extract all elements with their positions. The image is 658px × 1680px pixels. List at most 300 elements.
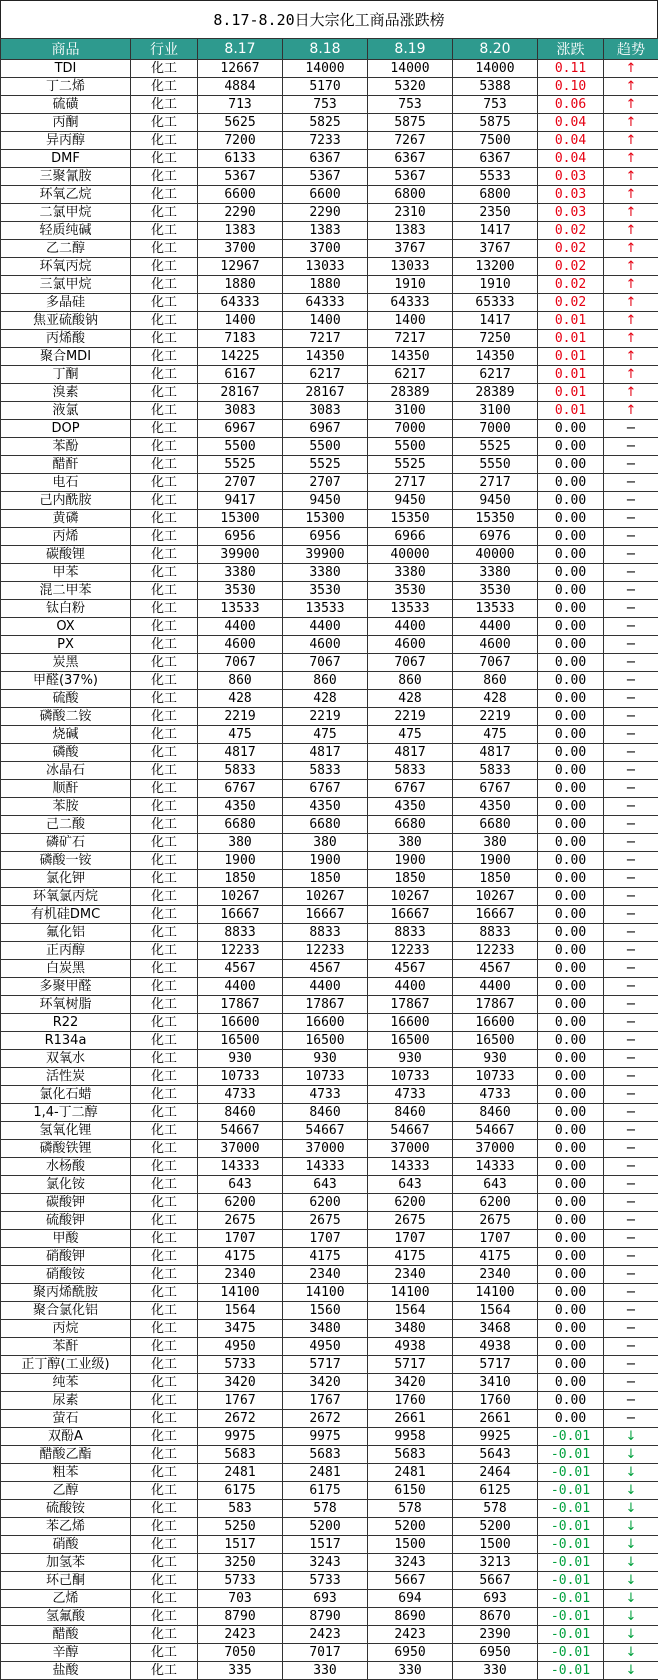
dash-icon: − <box>626 654 637 671</box>
dash-icon: − <box>626 1014 637 1031</box>
trend-cell <box>604 1572 658 1590</box>
price-cell-day3: 7000 <box>368 420 453 438</box>
industry-cell: 化工 <box>131 510 198 528</box>
price-cell-day4: 3100 <box>453 402 538 420</box>
arrow-up-icon: ↑ <box>626 204 637 221</box>
commodity-name-cell: 磷酸铁锂 <box>1 1140 131 1158</box>
table-row <box>1 420 658 438</box>
price-cell-day2: 753 <box>283 96 368 114</box>
table-row <box>1 636 658 654</box>
arrow-up-icon: ↑ <box>626 78 637 95</box>
price-cell-day4: 5200 <box>453 1518 538 1536</box>
change-cell: 0.00 <box>538 798 604 816</box>
price-cell-day1: 16600 <box>198 1014 283 1032</box>
industry-cell: 化工 <box>131 78 198 96</box>
price-cell-day1: 15300 <box>198 510 283 528</box>
price-cell-day4: 1500 <box>453 1536 538 1554</box>
dash-icon: − <box>626 978 637 995</box>
change-cell: 0.00 <box>538 1140 604 1158</box>
commodity-name-cell: 烧碱 <box>1 726 131 744</box>
trend-cell <box>604 1230 658 1248</box>
price-cell-day3: 5717 <box>368 1356 453 1374</box>
commodity-name-cell: 磷矿石 <box>1 834 131 852</box>
trend-cell <box>604 1338 658 1356</box>
trend-cell <box>604 1518 658 1536</box>
commodity-name-cell: 磷酸二铵 <box>1 708 131 726</box>
price-cell-day2: 3700 <box>283 240 368 258</box>
change-cell: 0.01 <box>538 330 604 348</box>
price-cell-day1: 4817 <box>198 744 283 762</box>
price-cell-day4: 8460 <box>453 1104 538 1122</box>
price-cell-day2: 17867 <box>283 996 368 1014</box>
price-cell-day1: 5250 <box>198 1518 283 1536</box>
table-row <box>1 1068 658 1086</box>
industry-cell: 化工 <box>131 726 198 744</box>
price-cell-day2: 7017 <box>283 1644 368 1662</box>
price-cell-day1: 7050 <box>198 1644 283 1662</box>
industry-cell: 化工 <box>131 672 198 690</box>
trend-cell <box>604 636 658 654</box>
table-row <box>1 816 658 834</box>
price-cell-day3: 37000 <box>368 1140 453 1158</box>
arrow-down-icon: ↓ <box>626 1428 637 1445</box>
trend-cell <box>604 258 658 276</box>
industry-cell: 化工 <box>131 1104 198 1122</box>
commodity-name-cell: 正丙醇 <box>1 942 131 960</box>
price-cell-day1: 2675 <box>198 1212 283 1230</box>
trend-cell <box>604 1050 658 1068</box>
table-row <box>1 1392 658 1410</box>
table-row <box>1 1374 658 1392</box>
arrow-up-icon: ↑ <box>626 294 637 311</box>
industry-cell: 化工 <box>131 1464 198 1482</box>
trend-cell <box>604 1212 658 1230</box>
table-row <box>1 726 658 744</box>
price-cell-day3: 4817 <box>368 744 453 762</box>
price-cell-day2: 4950 <box>283 1338 368 1356</box>
price-cell-day3: 428 <box>368 690 453 708</box>
price-cell-day1: 3380 <box>198 564 283 582</box>
price-cell-day3: 17867 <box>368 996 453 1014</box>
table-body <box>1 60 658 1680</box>
trend-cell <box>604 330 658 348</box>
trend-cell <box>604 726 658 744</box>
table-row <box>1 1644 658 1662</box>
dash-icon: − <box>626 1302 637 1319</box>
commodity-name-cell: 聚合氯化铝 <box>1 1302 131 1320</box>
price-cell-day2: 930 <box>283 1050 368 1068</box>
price-cell-day1: 5833 <box>198 762 283 780</box>
table-row <box>1 672 658 690</box>
commodity-name-cell: 氯化钾 <box>1 870 131 888</box>
price-cell-day4: 14000 <box>453 60 538 78</box>
price-cell-day1: 4567 <box>198 960 283 978</box>
change-cell: -0.01 <box>538 1662 604 1680</box>
change-cell: 0.00 <box>538 420 604 438</box>
industry-cell: 化工 <box>131 654 198 672</box>
price-cell-day2: 6767 <box>283 780 368 798</box>
table-row <box>1 1032 658 1050</box>
price-cell-day3: 3480 <box>368 1320 453 1338</box>
industry-cell: 化工 <box>131 1338 198 1356</box>
commodity-name-cell: 苯酐 <box>1 1338 131 1356</box>
trend-cell <box>604 402 658 420</box>
price-cell-day4: 753 <box>453 96 538 114</box>
price-cell-day1: 37000 <box>198 1140 283 1158</box>
industry-cell: 化工 <box>131 816 198 834</box>
industry-cell: 化工 <box>131 1302 198 1320</box>
commodity-name-cell: 氯化石蜡 <box>1 1086 131 1104</box>
price-cell-day4: 1707 <box>453 1230 538 1248</box>
commodity-name-cell: 苯乙烯 <box>1 1518 131 1536</box>
arrow-down-icon: ↓ <box>626 1482 637 1499</box>
table-row <box>1 96 658 114</box>
change-cell: 0.00 <box>538 438 604 456</box>
change-cell: 0.00 <box>538 1392 604 1410</box>
price-cell-day1: 475 <box>198 726 283 744</box>
price-cell-day2: 7233 <box>283 132 368 150</box>
change-cell: 0.01 <box>538 366 604 384</box>
price-cell-day2: 5825 <box>283 114 368 132</box>
industry-cell: 化工 <box>131 1140 198 1158</box>
price-cell-day4: 4400 <box>453 978 538 996</box>
price-cell-day4: 5667 <box>453 1572 538 1590</box>
commodity-name-cell: 氟化铝 <box>1 924 131 942</box>
commodity-name-cell: 尿素 <box>1 1392 131 1410</box>
price-cell-day4: 54667 <box>453 1122 538 1140</box>
price-cell-day3: 4733 <box>368 1086 453 1104</box>
price-cell-day1: 713 <box>198 96 283 114</box>
price-cell-day1: 16500 <box>198 1032 283 1050</box>
table-row <box>1 1554 658 1572</box>
commodity-name-cell: DOP <box>1 420 131 438</box>
trend-cell <box>604 1626 658 1644</box>
change-cell: 0.00 <box>538 1050 604 1068</box>
industry-cell: 化工 <box>131 852 198 870</box>
commodity-name-cell: 甲苯 <box>1 564 131 582</box>
price-cell-day4: 1910 <box>453 276 538 294</box>
industry-cell: 化工 <box>131 204 198 222</box>
industry-cell: 化工 <box>131 798 198 816</box>
arrow-down-icon: ↓ <box>626 1608 637 1625</box>
price-cell-day4: 475 <box>453 726 538 744</box>
price-cell-day2: 5717 <box>283 1356 368 1374</box>
price-cell-day2: 3420 <box>283 1374 368 1392</box>
commodity-name-cell: 环己酮 <box>1 1572 131 1590</box>
price-cell-day2: 1880 <box>283 276 368 294</box>
price-cell-day4: 16600 <box>453 1014 538 1032</box>
change-cell: 0.00 <box>538 960 604 978</box>
arrow-down-icon: ↓ <box>626 1554 637 1571</box>
price-change-table <box>0 38 658 1680</box>
price-cell-day2: 3530 <box>283 582 368 600</box>
price-cell-day2: 64333 <box>283 294 368 312</box>
table-row <box>1 870 658 888</box>
price-cell-day3: 40000 <box>368 546 453 564</box>
price-cell-day1: 3420 <box>198 1374 283 1392</box>
price-cell-day1: 6767 <box>198 780 283 798</box>
trend-cell <box>604 1590 658 1608</box>
price-cell-day4: 9925 <box>453 1428 538 1446</box>
industry-cell: 化工 <box>131 384 198 402</box>
trend-cell <box>604 168 658 186</box>
commodity-name-cell: 三氯甲烷 <box>1 276 131 294</box>
industry-cell: 化工 <box>131 1392 198 1410</box>
commodity-name-cell: 醋酸乙酯 <box>1 1446 131 1464</box>
price-cell-day1: 8790 <box>198 1608 283 1626</box>
change-cell: 0.02 <box>538 258 604 276</box>
price-cell-day2: 13533 <box>283 600 368 618</box>
industry-cell: 化工 <box>131 1356 198 1374</box>
price-cell-day1: 860 <box>198 672 283 690</box>
industry-cell: 化工 <box>131 564 198 582</box>
price-cell-day4: 5533 <box>453 168 538 186</box>
price-cell-day2: 10733 <box>283 1068 368 1086</box>
commodity-name-cell: 双氧水 <box>1 1050 131 1068</box>
price-cell-day2: 3480 <box>283 1320 368 1338</box>
price-cell-day3: 2717 <box>368 474 453 492</box>
commodity-name-cell: 辛醇 <box>1 1644 131 1662</box>
price-cell-day4: 428 <box>453 690 538 708</box>
price-cell-day4: 4600 <box>453 636 538 654</box>
commodity-name-cell: 丙烯酸 <box>1 330 131 348</box>
change-cell: 0.00 <box>538 996 604 1014</box>
commodity-name-cell: 丙烯 <box>1 528 131 546</box>
change-cell: 0.00 <box>538 1122 604 1140</box>
industry-cell: 化工 <box>131 996 198 1014</box>
price-cell-day1: 2290 <box>198 204 283 222</box>
dash-icon: − <box>626 690 637 707</box>
price-cell-day1: 5367 <box>198 168 283 186</box>
dash-icon: − <box>626 1068 637 1085</box>
table-row <box>1 276 658 294</box>
trend-cell <box>604 1446 658 1464</box>
price-cell-day2: 6600 <box>283 186 368 204</box>
price-cell-day4: 3213 <box>453 1554 538 1572</box>
change-cell: 0.01 <box>538 348 604 366</box>
price-cell-day2: 3243 <box>283 1554 368 1572</box>
table-row <box>1 204 658 222</box>
price-cell-day2: 5200 <box>283 1518 368 1536</box>
trend-cell <box>604 852 658 870</box>
price-cell-day4: 7250 <box>453 330 538 348</box>
change-cell: 0.04 <box>538 114 604 132</box>
commodity-name-cell: 氢氧化锂 <box>1 1122 131 1140</box>
commodity-name-cell: OX <box>1 618 131 636</box>
trend-cell <box>604 132 658 150</box>
dash-icon: − <box>626 708 637 725</box>
price-cell-day3: 5500 <box>368 438 453 456</box>
price-cell-day4: 14333 <box>453 1158 538 1176</box>
price-cell-day1: 1400 <box>198 312 283 330</box>
trend-cell <box>604 312 658 330</box>
price-cell-day3: 6950 <box>368 1644 453 1662</box>
arrow-up-icon: ↑ <box>626 348 637 365</box>
industry-cell: 化工 <box>131 1230 198 1248</box>
trend-cell <box>604 1158 658 1176</box>
price-cell-day3: 16667 <box>368 906 453 924</box>
price-cell-day2: 1383 <box>283 222 368 240</box>
header-industry: 行业 <box>131 39 198 60</box>
table-row <box>1 186 658 204</box>
change-cell: 0.00 <box>538 1068 604 1086</box>
table-row <box>1 456 658 474</box>
table-row <box>1 114 658 132</box>
price-cell-day1: 14225 <box>198 348 283 366</box>
industry-cell: 化工 <box>131 1590 198 1608</box>
commodity-name-cell: 焦亚硫酸钠 <box>1 312 131 330</box>
commodity-name-cell: 乙二醇 <box>1 240 131 258</box>
price-cell-day3: 1760 <box>368 1392 453 1410</box>
price-cell-day2: 4350 <box>283 798 368 816</box>
dash-icon: − <box>626 1140 637 1157</box>
trend-cell <box>604 1266 658 1284</box>
arrow-down-icon: ↓ <box>626 1518 637 1535</box>
table-row <box>1 1590 658 1608</box>
industry-cell: 化工 <box>131 1644 198 1662</box>
arrow-down-icon: ↓ <box>626 1536 637 1553</box>
price-cell-day1: 4400 <box>198 978 283 996</box>
price-cell-day2: 5525 <box>283 456 368 474</box>
commodity-name-cell: 双酚A <box>1 1428 131 1446</box>
commodity-name-cell: 硝酸钾 <box>1 1248 131 1266</box>
industry-cell: 化工 <box>131 780 198 798</box>
trend-cell <box>604 582 658 600</box>
trend-cell <box>604 1644 658 1662</box>
commodity-name-cell: 聚丙烯酰胺 <box>1 1284 131 1302</box>
commodity-name-cell: 氯化铵 <box>1 1176 131 1194</box>
price-cell-day3: 28389 <box>368 384 453 402</box>
industry-cell: 化工 <box>131 294 198 312</box>
table-row <box>1 1194 658 1212</box>
dash-icon: − <box>626 1158 637 1175</box>
header-commodity: 商品 <box>1 39 131 60</box>
header-date-1: 8.17 <box>198 39 283 60</box>
industry-cell: 化工 <box>131 402 198 420</box>
price-cell-day4: 40000 <box>453 546 538 564</box>
industry-cell: 化工 <box>131 492 198 510</box>
dash-icon: − <box>626 1284 637 1301</box>
dash-icon: − <box>626 1266 637 1283</box>
price-cell-day2: 14100 <box>283 1284 368 1302</box>
price-cell-day4: 4400 <box>453 618 538 636</box>
header-date-4: 8.20 <box>453 39 538 60</box>
commodity-name-cell: DMF <box>1 150 131 168</box>
industry-cell: 化工 <box>131 636 198 654</box>
dash-icon: − <box>626 618 637 635</box>
commodity-name-cell: 加氢苯 <box>1 1554 131 1572</box>
change-cell: -0.01 <box>538 1482 604 1500</box>
price-cell-day2: 4175 <box>283 1248 368 1266</box>
price-cell-day1: 335 <box>198 1662 283 1680</box>
price-cell-day2: 4400 <box>283 618 368 636</box>
table-row <box>1 960 658 978</box>
trend-cell <box>604 546 658 564</box>
change-cell: -0.01 <box>538 1608 604 1626</box>
change-cell: 0.00 <box>538 582 604 600</box>
dash-icon: − <box>626 1194 637 1211</box>
price-cell-day2: 2707 <box>283 474 368 492</box>
dash-icon: − <box>626 672 637 689</box>
price-cell-day1: 2481 <box>198 1464 283 1482</box>
price-cell-day3: 1383 <box>368 222 453 240</box>
price-cell-day3: 5200 <box>368 1518 453 1536</box>
price-cell-day1: 54667 <box>198 1122 283 1140</box>
table-row <box>1 582 658 600</box>
commodity-name-cell: 钛白粉 <box>1 600 131 618</box>
table-row <box>1 978 658 996</box>
commodity-name-cell: 乙烯 <box>1 1590 131 1608</box>
price-cell-day3: 1500 <box>368 1536 453 1554</box>
industry-cell: 化工 <box>131 1626 198 1644</box>
trend-cell <box>604 1356 658 1374</box>
industry-cell: 化工 <box>131 222 198 240</box>
price-cell-day4: 3468 <box>453 1320 538 1338</box>
change-cell: 0.00 <box>538 744 604 762</box>
price-cell-day3: 5367 <box>368 168 453 186</box>
price-cell-day1: 64333 <box>198 294 283 312</box>
price-cell-day3: 643 <box>368 1176 453 1194</box>
price-cell-day2: 4400 <box>283 978 368 996</box>
commodity-name-cell: 醋酸 <box>1 1626 131 1644</box>
price-cell-day4: 13200 <box>453 258 538 276</box>
arrow-up-icon: ↑ <box>626 312 637 329</box>
trend-cell <box>604 672 658 690</box>
trend-cell <box>604 366 658 384</box>
page-title: 8.17-8.20日大宗化工商品涨跌榜 <box>0 0 658 38</box>
price-cell-day3: 54667 <box>368 1122 453 1140</box>
industry-cell: 化工 <box>131 744 198 762</box>
dash-icon: − <box>626 1050 637 1067</box>
price-cell-day3: 5875 <box>368 114 453 132</box>
price-cell-day3: 5667 <box>368 1572 453 1590</box>
price-cell-day3: 1564 <box>368 1302 453 1320</box>
price-cell-day3: 7067 <box>368 654 453 672</box>
price-cell-day1: 1880 <box>198 276 283 294</box>
price-cell-day4: 9450 <box>453 492 538 510</box>
industry-cell: 化工 <box>131 1176 198 1194</box>
industry-cell: 化工 <box>131 366 198 384</box>
change-cell: 0.00 <box>538 1104 604 1122</box>
price-cell-day4: 5525 <box>453 438 538 456</box>
price-cell-day1: 4884 <box>198 78 283 96</box>
header-change: 涨跌 <box>538 39 604 60</box>
price-cell-day1: 3530 <box>198 582 283 600</box>
industry-cell: 化工 <box>131 1014 198 1032</box>
commodity-name-cell: 冰晶石 <box>1 762 131 780</box>
commodity-name-cell: 己二酸 <box>1 816 131 834</box>
trend-cell <box>604 762 658 780</box>
price-cell-day2: 39900 <box>283 546 368 564</box>
commodity-name-cell: 粗苯 <box>1 1464 131 1482</box>
price-cell-day4: 6200 <box>453 1194 538 1212</box>
commodity-name-cell: 环氧氯丙烷 <box>1 888 131 906</box>
table-row <box>1 1518 658 1536</box>
trend-cell <box>604 96 658 114</box>
change-cell: 0.00 <box>538 1176 604 1194</box>
header-trend: 趋势 <box>604 39 658 60</box>
trend-cell <box>604 1032 658 1050</box>
price-cell-day4: 2390 <box>453 1626 538 1644</box>
industry-cell: 化工 <box>131 618 198 636</box>
price-cell-day2: 2340 <box>283 1266 368 1284</box>
price-cell-day2: 5367 <box>283 168 368 186</box>
dash-icon: − <box>626 1374 637 1391</box>
change-cell: 0.01 <box>538 402 604 420</box>
commodity-name-cell: 轻质纯碱 <box>1 222 131 240</box>
price-cell-day2: 14350 <box>283 348 368 366</box>
dash-icon: − <box>626 1176 637 1193</box>
